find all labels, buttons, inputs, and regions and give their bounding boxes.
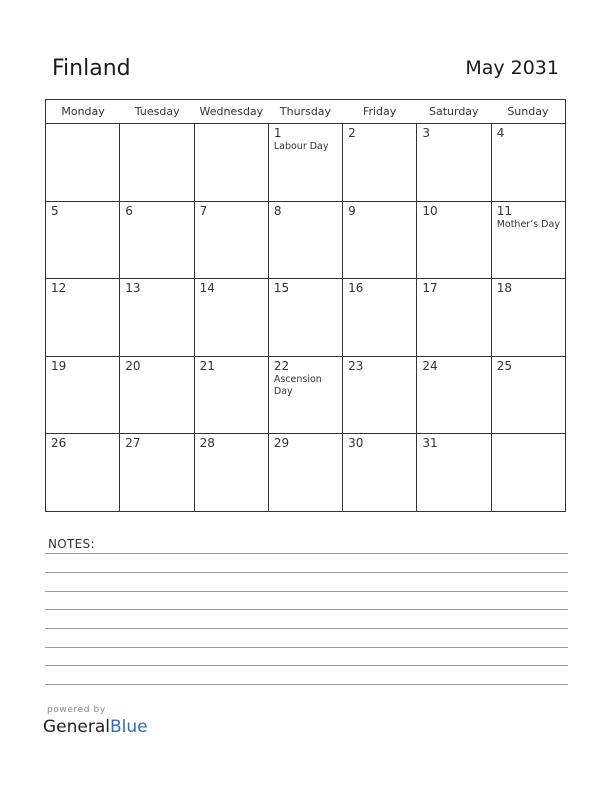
weekday-header: Monday xyxy=(61,105,105,118)
calendar-grid xyxy=(45,99,566,512)
day-number: 9 xyxy=(348,203,356,218)
holiday-label: Ascension Day xyxy=(273,373,322,397)
day-cell xyxy=(269,202,343,279)
holiday-label: Mother’s Day xyxy=(496,218,560,230)
week-row xyxy=(46,279,565,357)
notes-line xyxy=(45,665,568,666)
day-cell xyxy=(195,279,269,356)
day-cell xyxy=(343,124,417,201)
day-number: 7 xyxy=(199,203,208,218)
weekday-header: Thursday xyxy=(279,105,332,118)
day-number: 20 xyxy=(125,358,141,373)
day-cell xyxy=(46,434,120,512)
day-number: 5 xyxy=(51,203,59,218)
day-cell xyxy=(492,202,565,279)
day-cell xyxy=(343,357,417,434)
day-cell xyxy=(492,357,565,434)
day-cell xyxy=(417,279,491,356)
day-cell xyxy=(120,357,194,434)
day-cell xyxy=(417,434,491,512)
day-number: 2 xyxy=(348,126,356,140)
day-number: 27 xyxy=(125,436,141,451)
day-cell xyxy=(269,357,343,434)
day-cell xyxy=(195,434,269,512)
day-number: 24 xyxy=(422,358,438,373)
day-number: 16 xyxy=(348,281,364,296)
day-cell xyxy=(120,279,194,356)
day-number: 10 xyxy=(422,203,438,218)
calendar-month-title: May 2031 xyxy=(465,57,559,79)
week-row xyxy=(46,357,565,435)
day-number: 4 xyxy=(496,126,505,140)
day-number: 3 xyxy=(422,126,431,140)
day-number: 21 xyxy=(199,358,215,373)
day-cell xyxy=(120,124,194,201)
day-number: 15 xyxy=(273,281,290,296)
weekday-header: Sunday xyxy=(507,105,549,118)
day-number: 14 xyxy=(199,281,215,296)
notes-line xyxy=(45,553,568,554)
day-number: 22 xyxy=(273,358,290,373)
day-cell xyxy=(120,434,194,512)
notes-label: NOTES: xyxy=(48,537,95,551)
day-number: 23 xyxy=(348,358,364,373)
brand-general: General xyxy=(43,717,110,737)
powered-by-text: powered by xyxy=(47,705,106,715)
day-cell xyxy=(492,434,565,512)
notes-line xyxy=(45,609,568,610)
day-cell xyxy=(46,357,120,434)
day-cell xyxy=(343,279,417,356)
day-cell xyxy=(269,434,343,512)
weekday-header-row xyxy=(46,100,565,124)
day-number: 25 xyxy=(496,358,512,373)
day-cell xyxy=(269,124,343,201)
notes-line xyxy=(45,572,568,573)
day-cell xyxy=(492,279,565,356)
weekday-header: Wednesday xyxy=(199,105,264,118)
day-number: 31 xyxy=(422,436,438,451)
day-cell xyxy=(417,357,491,434)
weekday-header: Friday xyxy=(362,105,397,118)
day-number: 1 xyxy=(273,126,282,140)
day-number: 17 xyxy=(422,281,438,296)
day-number: 18 xyxy=(496,281,512,296)
day-cell xyxy=(417,124,491,201)
generalblue-logo xyxy=(43,717,148,737)
day-cell xyxy=(417,202,491,279)
day-number: 6 xyxy=(125,203,133,218)
day-number: 8 xyxy=(273,203,282,218)
notes-line xyxy=(45,591,568,592)
notes-line xyxy=(45,684,568,685)
brand-blue: Blue xyxy=(110,717,148,737)
day-cell xyxy=(46,202,120,279)
week-row xyxy=(46,202,565,280)
week-row xyxy=(46,124,565,202)
day-number: 28 xyxy=(199,436,215,451)
day-number: 26 xyxy=(51,436,67,451)
day-cell xyxy=(195,202,269,279)
day-cell xyxy=(343,202,417,279)
day-cell xyxy=(120,202,194,279)
day-number: 13 xyxy=(125,281,141,296)
holiday-label: Labour Day xyxy=(273,141,329,152)
weekday-header: Saturday xyxy=(428,105,479,118)
day-cell xyxy=(492,124,565,201)
day-cell xyxy=(195,124,269,201)
day-cell xyxy=(46,279,120,356)
day-number: 19 xyxy=(51,358,67,373)
day-cell xyxy=(195,357,269,434)
week-row xyxy=(46,434,565,512)
day-cell xyxy=(343,434,417,512)
day-cell xyxy=(269,279,343,356)
notes-line xyxy=(45,647,568,648)
day-number: 11 xyxy=(496,203,512,218)
calendar-country-title: Finland xyxy=(52,56,131,81)
day-number: 29 xyxy=(273,436,290,451)
notes-line xyxy=(45,628,568,629)
weekday-header: Tuesday xyxy=(134,105,180,118)
day-number: 30 xyxy=(348,436,364,451)
day-number: 12 xyxy=(51,281,67,296)
day-cell xyxy=(46,124,120,201)
